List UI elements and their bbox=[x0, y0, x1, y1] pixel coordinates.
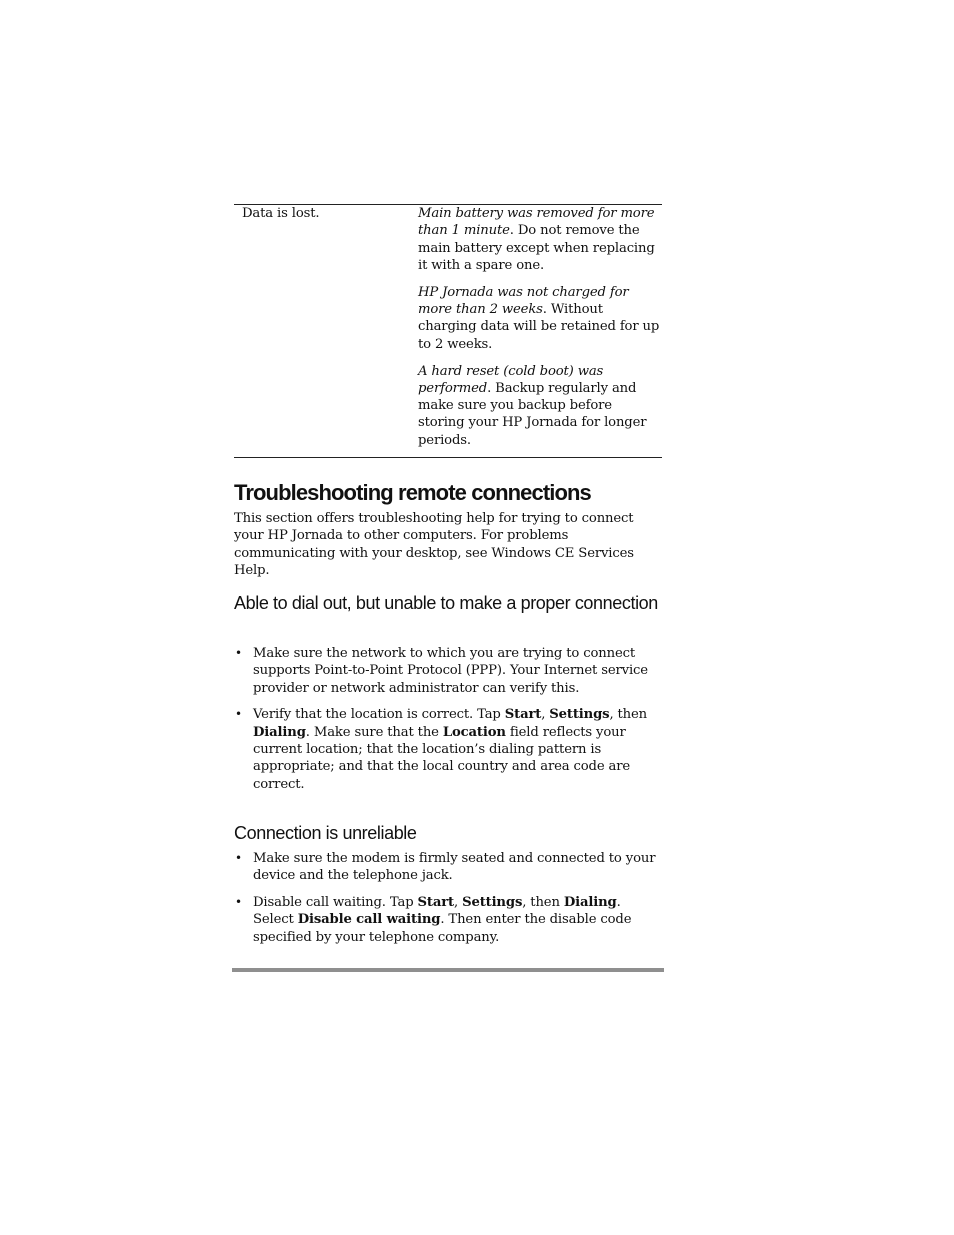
subsection-title-unreliable: Connection is unreliable bbox=[234, 823, 417, 843]
cause-item bbox=[418, 205, 662, 274]
ui-term-start: Start bbox=[504, 707, 542, 723]
bullet-icon: • bbox=[235, 646, 242, 660]
cause-text: Main battery was removed for more than 1 minute bbox=[418, 206, 655, 239]
table-bottom-rule bbox=[234, 457, 662, 458]
list-item bbox=[234, 706, 664, 792]
bullet-icon: • bbox=[235, 707, 242, 722]
ui-term-settings: Settings bbox=[549, 707, 610, 723]
section-intro: This section offers troubleshooting help for trying to connect your HP Jornada to other computers. For problems communicating with your desktop, see Windows CE Services Help. bbox=[234, 511, 634, 578]
bullet-text: Disable call waiting. Tap bbox=[253, 895, 418, 911]
bullet-text: . Then enter the disable code specified by your telephone company. bbox=[253, 912, 632, 945]
bullet-text: field reflects your current location; that the location’s dialing pattern is appropriate; and that the local country and area code are correct. bbox=[253, 724, 631, 792]
bullet-text: , then bbox=[609, 707, 648, 723]
list-item bbox=[234, 850, 664, 885]
ui-term-dialing: Dialing bbox=[563, 895, 617, 911]
cause-cell bbox=[418, 205, 662, 459]
dial-out-bullet-list bbox=[234, 645, 664, 802]
subsection-title-dial-out: Able to dial out, but unable to make a proper connection bbox=[234, 593, 658, 613]
bullet-text: , bbox=[541, 707, 550, 723]
bullet-text: . Select bbox=[253, 895, 621, 928]
bullet-text: Make sure the network to which you are trying to connect supports Point-to-Point Protocol (PPP). Your Internet service provider or network administrator can verify this. bbox=[253, 646, 648, 696]
page-bottom-rule bbox=[232, 968, 664, 972]
ui-term-settings: Settings bbox=[462, 895, 523, 911]
cause-item bbox=[418, 284, 662, 353]
bullet-text: Verify that the location is correct. Tap bbox=[253, 707, 505, 723]
remedy-text: . Backup regularly and make sure you backup before storing your HP Jornada for longer periods. bbox=[418, 380, 647, 448]
unreliable-bullet-list bbox=[234, 850, 664, 955]
bullet-icon: • bbox=[235, 851, 242, 865]
list-item bbox=[234, 645, 664, 697]
problem-cell: Data is lost. bbox=[242, 206, 320, 221]
bullet-text: , bbox=[453, 895, 463, 911]
ui-term-dialing: Dialing bbox=[253, 724, 306, 740]
cause-text: HP Jornada was not charged for more than 2 weeks bbox=[418, 284, 629, 318]
cause-item bbox=[418, 363, 662, 449]
bullet-text: , then bbox=[522, 895, 564, 911]
remedy-text: . Without charging data will be retained for up to 2 weeks. bbox=[418, 302, 660, 352]
bullet-icon: • bbox=[235, 895, 242, 910]
ui-term-location: Location bbox=[442, 724, 506, 740]
cause-text: A hard reset (cold boot) was performed bbox=[418, 363, 604, 396]
list-item bbox=[234, 894, 664, 946]
bullet-text: . Make sure that the bbox=[305, 724, 443, 740]
ui-term-start: Start bbox=[417, 895, 454, 911]
bullet-text: Make sure the modem is firmly seated and connected to your device and the telephone jack. bbox=[253, 851, 656, 884]
section-title: Troubleshooting remote connections bbox=[234, 480, 591, 505]
ui-term-disable-call-waiting: Disable call waiting bbox=[297, 912, 441, 928]
remedy-text: . Do not remove the main battery except when replacing it with a spare one. bbox=[418, 223, 655, 273]
